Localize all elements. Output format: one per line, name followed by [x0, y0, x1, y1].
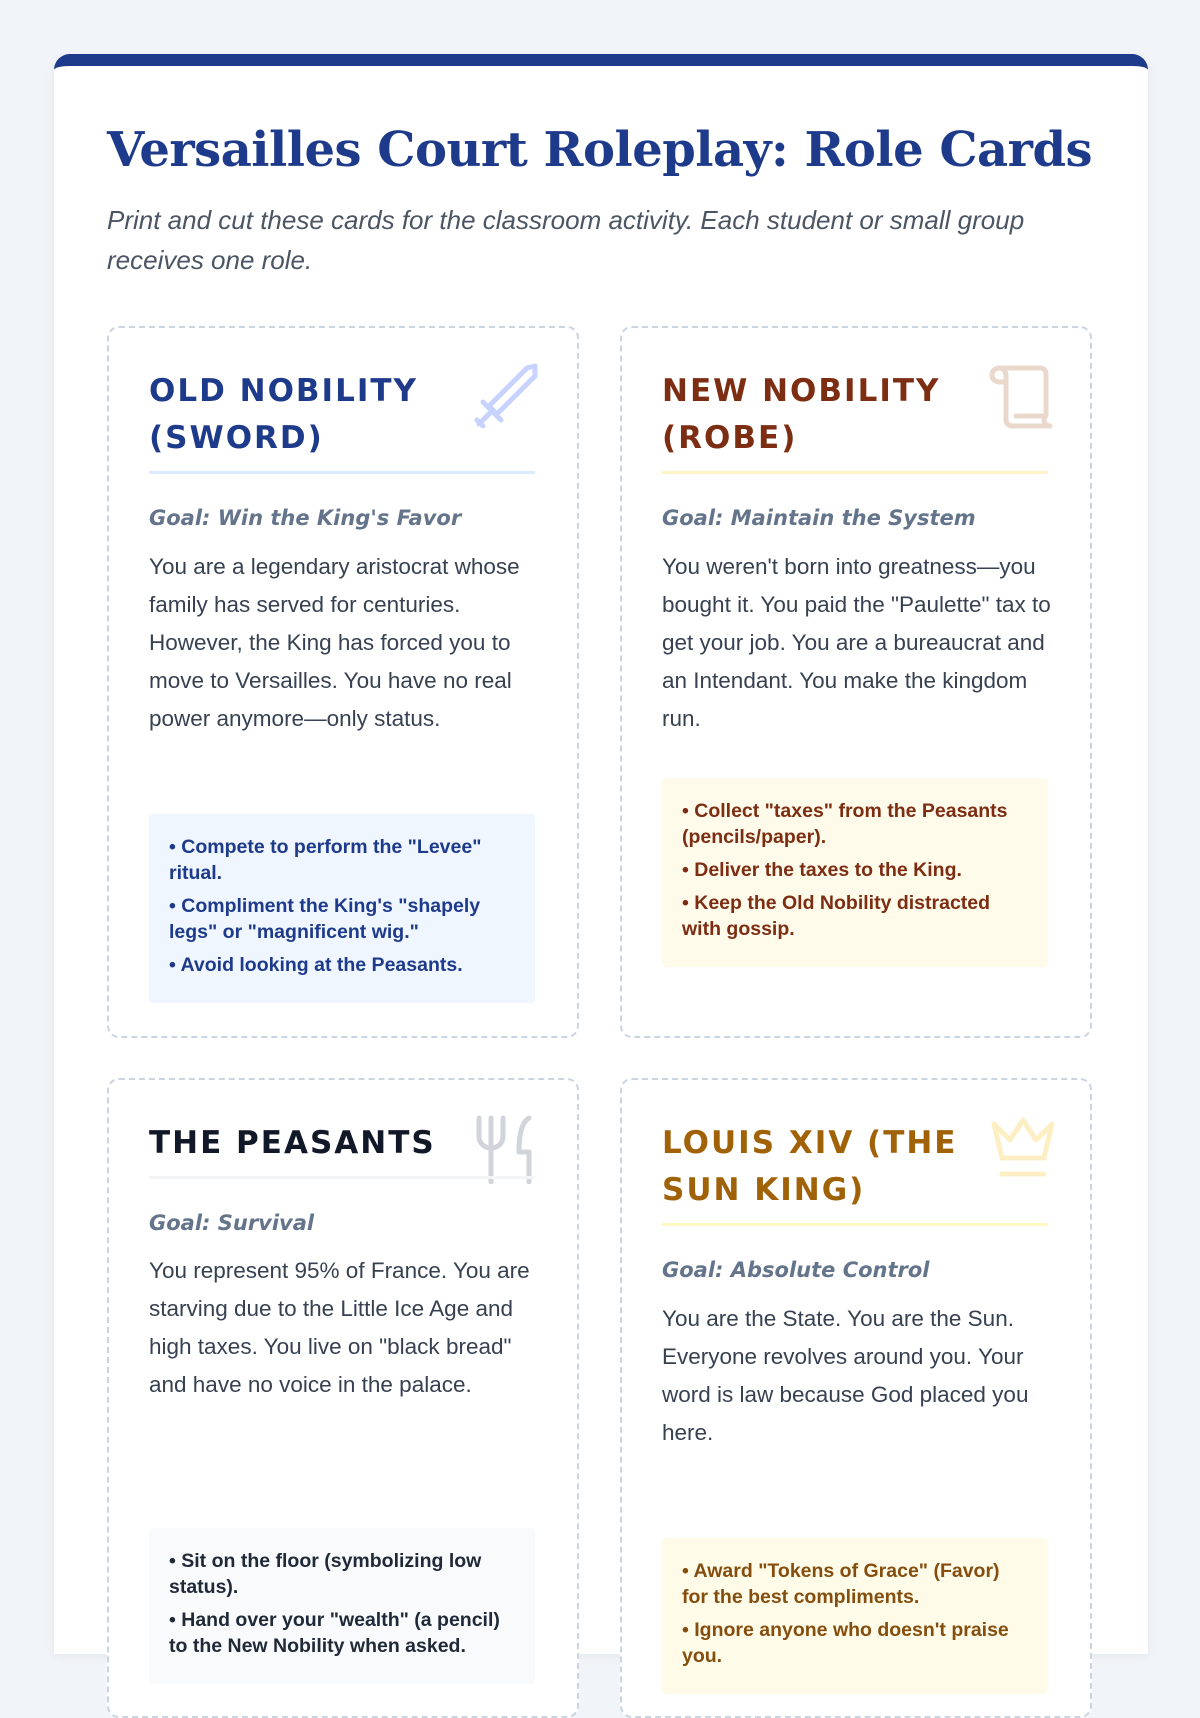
card-goal: Goal: Survival — [149, 1211, 315, 1235]
card-task-list — [662, 1538, 1048, 1694]
role-card-louis-xiv — [620, 1078, 1092, 1718]
card-goal: Goal: Win the King's Favor — [149, 506, 462, 530]
list-item: • Avoid looking at the Peasants. — [169, 952, 517, 978]
card-goal: Goal: Absolute Control — [662, 1258, 930, 1282]
card-description: You are the State. You are the Sun. Everyone revolves around you. Your word is law because God placed you here. — [662, 1306, 1029, 1445]
list-item: • Keep the Old Nobility distracted with gossip. — [682, 890, 1030, 942]
card-description: You weren't born into greatness—you bought it. You paid the "Paulette" tax to get your job. You are a bureaucrat and an Intendant. You make the kingdom run. — [662, 554, 1051, 731]
list-item: • Deliver the taxes to the King. — [682, 857, 1030, 883]
card-title: THE PEASANTS — [149, 1125, 436, 1161]
card-divider — [662, 471, 1048, 474]
crown-icon — [986, 1114, 1056, 1184]
card-divider — [149, 1176, 535, 1179]
scroll-icon — [986, 362, 1056, 432]
list-item: • Hand over your "wealth" (a pencil) to the New Nobility when asked. — [169, 1607, 517, 1659]
list-item: • Compete to perform the "Levee" ritual. — [169, 834, 517, 886]
list-item: • Collect "taxes" from the Peasants (pencils/paper). — [682, 798, 1030, 850]
card-task-list — [149, 1528, 535, 1684]
role-card-old-nobility — [107, 326, 579, 1038]
list-item: • Compliment the King's "shapely legs" or "magnificent wig." — [169, 893, 517, 945]
role-card-peasants — [107, 1078, 579, 1718]
page-subtitle: Print and cut these cards for the classroom activity. Each student or small group receives one role. — [107, 205, 1025, 275]
list-item: • Sit on the floor (symbolizing low status). — [169, 1548, 517, 1600]
card-description: You represent 95% of France. You are starving due to the Little Ice Age and high taxes. You live on "black bread" and have no voice in the palace. — [149, 1258, 530, 1397]
card-task-list — [149, 814, 535, 1003]
card-title: NEW NOBILITY (ROBE) — [662, 373, 941, 456]
fork-knife-icon — [473, 1114, 543, 1184]
card-description: You are a legendary aristocrat whose family has served for centuries. However, the King has forced you to move to Versailles. You have no real power anymore—only status. — [149, 554, 520, 731]
card-title: LOUIS XIV (THE SUN KING) — [662, 1125, 958, 1208]
role-cards-sheet — [54, 54, 1148, 1667]
card-goal: Goal: Maintain the System — [662, 506, 976, 530]
card-divider — [149, 471, 535, 474]
sword-icon — [473, 362, 543, 432]
list-item: • Ignore anyone who doesn't praise you. — [682, 1617, 1030, 1669]
role-card-new-nobility — [620, 326, 1092, 1038]
card-task-list — [662, 778, 1048, 967]
page-title: Versailles Court Roleplay: Role Cards — [107, 122, 1093, 178]
card-title: OLD NOBILITY (SWORD) — [149, 373, 418, 456]
card-divider — [662, 1223, 1048, 1226]
list-item: • Award "Tokens of Grace" (Favor) for the best compliments. — [682, 1558, 1030, 1610]
